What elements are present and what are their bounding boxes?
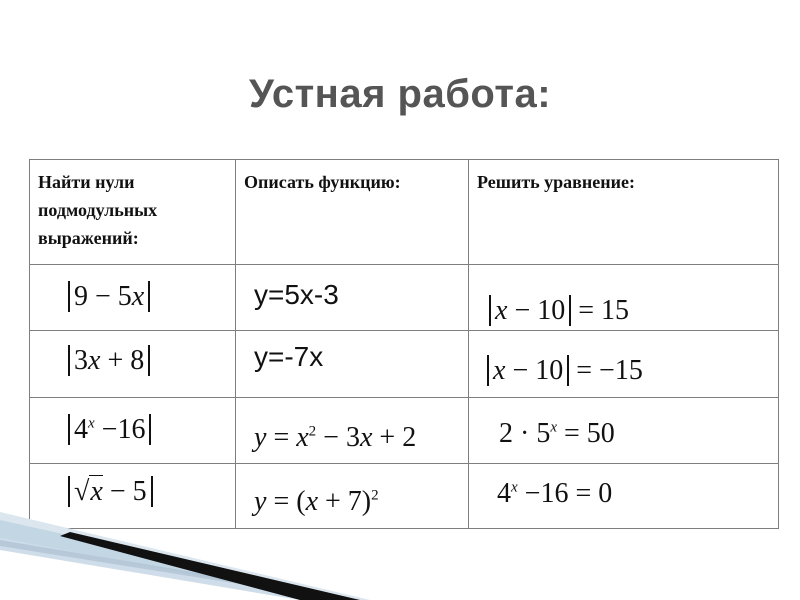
zeros-cell: [30, 398, 236, 464]
function-cell: [236, 265, 469, 331]
equation-cell: [469, 398, 779, 464]
expr-abs-4x-16: $4^x -16$: [68, 414, 151, 446]
equation-abs-x-10-eq-15: x − 10 = 15: [489, 295, 629, 327]
table-header-row: [30, 160, 779, 265]
task-table: [29, 159, 779, 529]
function-quadratic: $y = x^2 - 3x + 2$: [254, 422, 417, 453]
zeros-cell: [30, 265, 236, 331]
equation-cell: [469, 331, 779, 398]
slide-title: Устная работа:: [248, 72, 552, 116]
function-cell: [236, 398, 469, 464]
header-describe-function: Описать функцию:: [236, 160, 469, 265]
table-row: [30, 398, 779, 464]
function-cell: [236, 331, 469, 398]
equation-cell: [469, 265, 779, 331]
expr-abs-3x-8: 3x + 8: [68, 345, 150, 377]
zeros-cell: [30, 331, 236, 398]
function-square: $y = (x + 7)^2$: [254, 486, 379, 517]
equation-2-5x-eq-50: $2 \cdot 5^x = 50$: [499, 418, 615, 449]
table-row: [30, 265, 779, 331]
decorative-stripes: [0, 510, 800, 600]
expr-abs-9-5x: 9 − 5x: [68, 281, 150, 313]
function-text: y=-7x: [254, 341, 324, 372]
header-find-zeros: Найти нули подмодульных выражений:: [30, 160, 236, 265]
header-solve-equation: Решить уравнение:: [469, 160, 779, 265]
expr-abs-sqrtx-5: √x − 5: [68, 476, 153, 508]
function-text: y=5x-3: [254, 279, 339, 310]
table-row: [30, 331, 779, 398]
equation-abs-x-10-eq-neg15: x − 10 = −15: [487, 355, 643, 387]
equation-4x-16-eq-0: $4^x -16 = 0$: [497, 478, 613, 509]
